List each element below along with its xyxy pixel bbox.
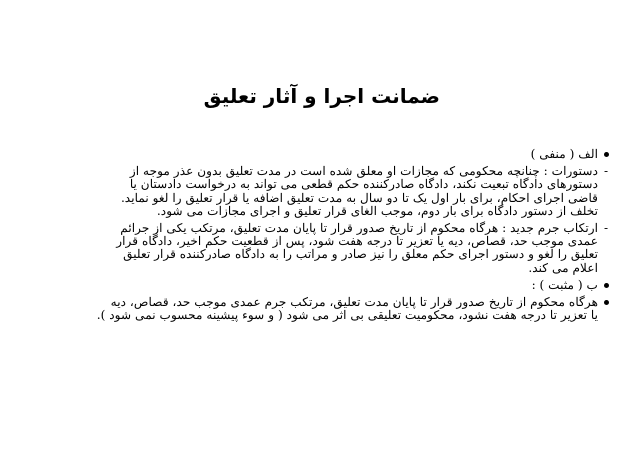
- list-item-negative: [27, 148, 612, 161]
- item-text: هرگاه محکوم از تاریخ صدور قرار تا پایان مدت تعلیق، مرتکب جرم عمدی موجب حد، قصاص، دیه: [110, 295, 598, 310]
- item-text: دستورهای دادگاه تبعیت نکند، دادگاه صادرکننده حکم قطعی می تواند به درخواست دادستان یا: [129, 177, 598, 192]
- item-text: قاضی اجرای احکام، برای بار اول یک تا دو سال به مدت تعلیق اضافه یا قرار تعلیق را لغو نماید.: [120, 190, 598, 205]
- item-text: دستورات : چنانچه محکومی که مجازات او معلق شده است در مدت تعلیق بدون عذر موجه از: [129, 164, 598, 179]
- dash-icon: -: [603, 164, 609, 179]
- item-text: الف ( منفی ): [530, 147, 598, 161]
- bullet-icon: [600, 148, 612, 161]
- item-text: ب ( مثبت ) :: [531, 277, 598, 292]
- list-item-positive-effect: [27, 296, 612, 322]
- bullet-icon: [600, 296, 612, 309]
- item-text: ارتکاب جرم جدید : هرگاه محکوم از تاریخ صدور قرار تا پایان مدت تعلیق، مرتکب یکی از جرائم: [120, 221, 598, 236]
- item-text: عمدی موجب حد، قصاص، دیه یا تعزیر تا درجه هفت شود، پس از قطعیت حکم اخیر، دادگاه قرار: [116, 234, 598, 249]
- slide-title: ضمانت اجرا و آثار تعلیق: [203, 84, 440, 108]
- list-item-new-crime: [27, 222, 612, 275]
- list-item-positive: [27, 279, 612, 292]
- dash-icon: -: [603, 221, 609, 236]
- bullet-icon: [600, 279, 612, 292]
- item-text: یا تعزیر تا درجه هفت نشود، محکومیت تعلیقی بی اثر می شود ( و سوء پیشینه محسوب نمی شود ).: [96, 308, 598, 323]
- slide-content: [27, 148, 612, 326]
- item-text: تخلف از دستور دادگاه برای بار دوم، موجب الغای قرار تعلیق و اجرای مجازات می شود.: [156, 203, 598, 218]
- item-text: تعلیق را لغو و دستور اجرای حکم معلق را نیز صادر و مراتب را به دادگاه صادرکننده قرار تعلیق: [123, 247, 598, 262]
- item-text: اعلام می کند.: [528, 260, 598, 275]
- list-item-instructions: [27, 165, 612, 218]
